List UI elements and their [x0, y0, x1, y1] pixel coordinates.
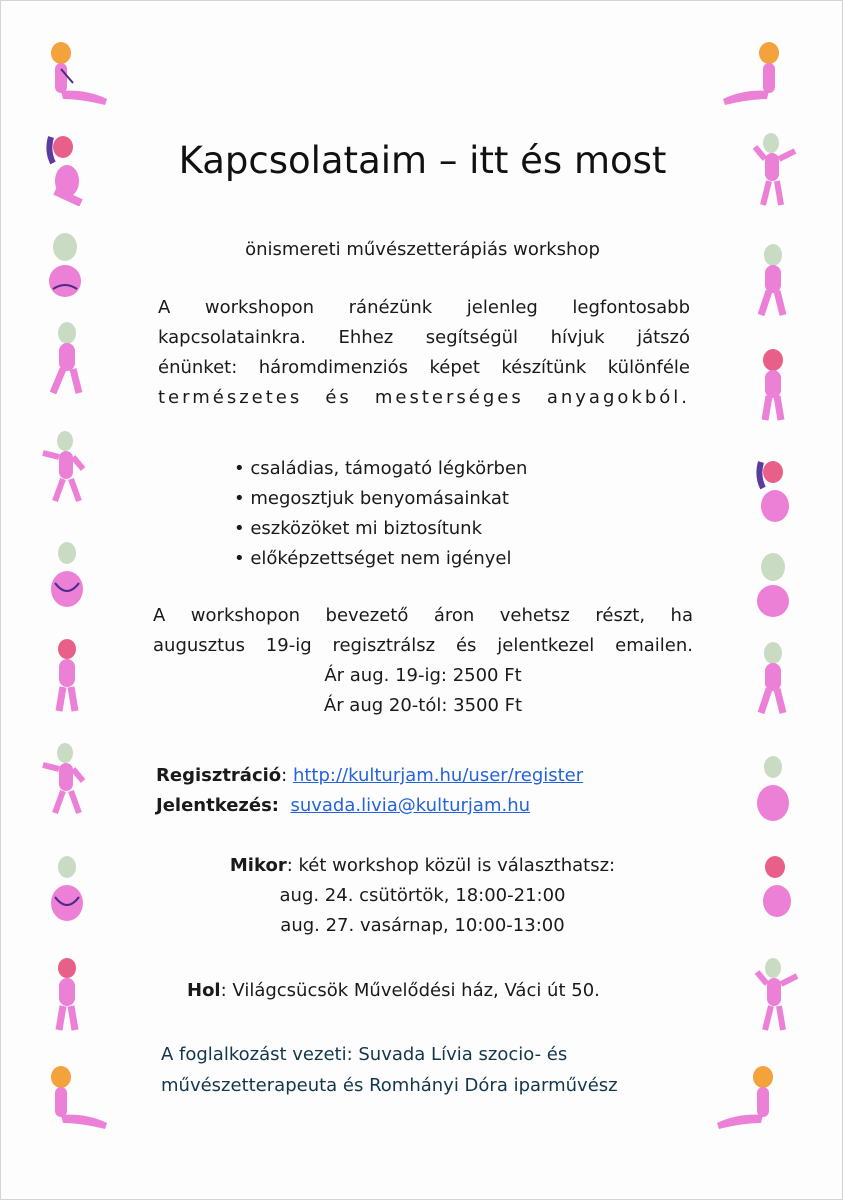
schedule-date: aug. 27. vasárnap, 10:00-13:00 — [280, 915, 565, 936]
schedule-date: aug. 24. csütörtök, 18:00-21:00 — [279, 885, 566, 906]
dancing-figure-icon — [41, 429, 111, 504]
white-mask-figure-icon — [743, 549, 813, 624]
intro-line: kapcsolatainkra. Ehhez segítségül hívjuk játszó — [158, 327, 690, 348]
list-item: • családias, támogató légkörben — [234, 454, 527, 484]
red-mask-sitting-figure-icon — [741, 456, 811, 531]
cat-mask-reclining-figure-icon — [41, 39, 111, 114]
dancing-figure-icon — [743, 956, 813, 1031]
intro-paragraph — [158, 293, 690, 413]
hare-mask-sitting-figure-icon — [743, 753, 813, 828]
leader-line: A foglalkozást vezeti: Suvada Lívia szocio- és — [161, 1044, 568, 1065]
list-item: • megosztjuk benyomásainkat — [234, 484, 527, 514]
cat-mask-reclining-figure-icon — [41, 1063, 111, 1138]
dancing-figure-icon — [41, 741, 111, 816]
schedule-section — [1, 851, 843, 941]
location-row — [187, 976, 600, 1006]
schedule-label: Mikor — [229, 855, 287, 876]
list-item: • előképzettséget nem igényel — [234, 544, 527, 574]
hare-mask-figure-icon — [743, 639, 813, 714]
leader-line: művészetterapeuta és Romhányi Dóra iparművész — [161, 1075, 618, 1096]
pricing-line: A workshopon bevezető áron vehetsz részt, ha — [153, 605, 693, 626]
red-mask-figure-icon — [743, 346, 813, 421]
price-late: Ár aug 20-tól: 3500 Ft — [323, 695, 523, 716]
page-title: Kapcsolataim – itt és most — [178, 139, 667, 182]
registration-row: Regisztráció: http://kulturjam.hu/user/register — [156, 765, 584, 786]
price-early: Ár aug. 19-ig: 2500 Ft — [324, 665, 522, 686]
hare-mask-figure-icon — [41, 319, 111, 394]
location-text: : Világcsücsök Művelődési ház, Váci út 50. — [220, 980, 600, 1001]
pricing-section — [153, 601, 693, 721]
intro-line: énünket: háromdimenziós képet készítünk különféle — [158, 357, 690, 378]
subtitle: önismereti művészetterápiás workshop — [245, 239, 600, 260]
application-email-link[interactable]: suvada.livia@kulturjam.hu — [290, 795, 531, 816]
application-label: Jelentkezés: — [156, 795, 279, 816]
hare-mask-sitting-figure-icon — [41, 539, 111, 614]
contact-section — [156, 761, 583, 821]
standing-mask-figure-icon — [41, 637, 111, 712]
list-item: • eszközöket mi biztosítunk — [234, 514, 527, 544]
cat-mask-reclining-figure-icon — [713, 1063, 783, 1138]
registration-label: Regisztráció — [156, 765, 282, 786]
location-label: Hol — [187, 980, 221, 1001]
cat-mask-reclining-figure-icon — [719, 39, 789, 114]
feature-list — [234, 454, 527, 574]
intro-line: természetes és mesterséges anyagokból. — [158, 387, 690, 408]
schedule-heading — [1, 851, 843, 881]
registration-link[interactable]: http://kulturjam.hu/user/register — [292, 765, 584, 786]
pricing-line: augusztus 19-ig regisztrálsz és jelentkezel emailen. — [153, 635, 693, 656]
application-row — [156, 791, 583, 821]
standing-mask-figure-icon — [41, 956, 111, 1031]
intro-line: A workshopon ránézünk jelenleg legfontosabb — [158, 297, 690, 318]
schedule-text: : két workshop közül is választhatsz: — [286, 855, 616, 876]
leader-section — [161, 1039, 618, 1101]
